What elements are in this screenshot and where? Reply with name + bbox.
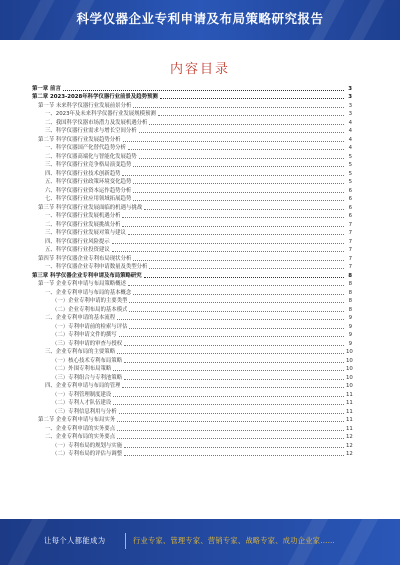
toc-entry[interactable] <box>32 348 352 357</box>
toc-entry-label: （三）专利申请的审查与授权 <box>52 340 123 347</box>
toc-entry-label: （二）外围专利布局策略 <box>52 366 112 372</box>
toc-entry-label: 四、企业专利申请与布局的管理 <box>45 383 121 389</box>
toc-entry-label: 一、企业专利申请的实务要点 <box>45 425 116 432</box>
toc-entry-label: 第二章 2023-2028年科学仪器行业前景及趋势预测 <box>32 94 158 100</box>
toc-page-number: 5 <box>348 162 352 168</box>
toc-leader-dots <box>128 234 344 235</box>
toc-entry-label: （二）专利布局的评估与调整 <box>52 451 123 457</box>
toc-page-number: 5 <box>348 179 352 185</box>
toc-entry[interactable] <box>32 450 352 459</box>
toc-entry-label: 六、科学仪器行业资本运作趋势分析 <box>45 187 132 194</box>
toc-page-number: 10 <box>346 349 353 355</box>
toc-entry[interactable] <box>32 288 352 297</box>
toc-entry[interactable] <box>32 101 352 110</box>
toc-page-number: 9 <box>348 315 352 321</box>
toc-leader-dots <box>119 413 344 414</box>
toc-entry[interactable] <box>32 135 352 144</box>
toc-leader-dots <box>133 183 344 184</box>
toc-leader-dots <box>119 336 344 337</box>
toc-page-number: 12 <box>346 451 353 457</box>
toc-page-number: 3 <box>348 102 352 109</box>
toc-page-number: 7 <box>348 255 352 262</box>
toc-page-number: 4 <box>348 119 352 126</box>
toc-entry[interactable] <box>32 382 352 391</box>
toc-entry[interactable] <box>32 144 352 153</box>
toc-entry-label: 三、科学仪器行业竞争格局演变趋势 <box>45 162 132 168</box>
toc-entry-label: 一、企业专利申请与布局的基本概念 <box>45 289 132 296</box>
toc-page-number: 8 <box>348 306 352 313</box>
toc-entry[interactable] <box>32 297 352 306</box>
toc-page-number: 3 <box>348 111 352 117</box>
toc-entry-label: 第三章 科学仪器企业专利申请及布局策略研究 <box>32 272 142 279</box>
toc-entry[interactable] <box>32 424 352 433</box>
toc-page-number: 10 <box>346 366 353 372</box>
toc-leader-dots <box>124 379 344 380</box>
toc-entry-label: 第一节 企业专利申请与布局策略概述 <box>38 281 126 287</box>
toc-entry-label: 二、科学仪器高端化与智能化发展趋势 <box>45 153 137 160</box>
toc-page-number: 5 <box>348 170 352 177</box>
toc-page-number: 3 <box>348 94 352 100</box>
toc-entry-label: 第一节 未来科学仪器行业发展前景分析 <box>38 102 132 109</box>
toc-entry[interactable] <box>32 407 352 416</box>
toc-leader-dots <box>122 217 344 218</box>
toc-page-number: 7 <box>348 221 352 228</box>
toc-entry[interactable] <box>32 433 352 442</box>
toc-page-number: 4 <box>348 136 352 143</box>
table-of-contents <box>32 84 352 458</box>
toc-entry[interactable] <box>32 322 352 331</box>
toc-page-number: 11 <box>346 391 353 398</box>
footer-slogan: 让每个人都能成为 <box>44 536 106 545</box>
toc-entry[interactable] <box>32 339 352 348</box>
toc-entry[interactable] <box>32 195 352 204</box>
toc-entry[interactable] <box>32 305 352 314</box>
toc-page-number: 3 <box>348 85 352 92</box>
toc-entry[interactable] <box>32 84 352 93</box>
toc-entry[interactable] <box>32 110 352 119</box>
toc-page-number: 9 <box>348 332 352 338</box>
toc-entry[interactable] <box>32 169 352 178</box>
toc-page-number: 5 <box>348 153 352 160</box>
toc-leader-dots <box>122 226 344 227</box>
toc-leader-dots <box>113 396 344 397</box>
toc-entry-label: 二、我国科学仪器市场潜力及发展机遇分析 <box>45 119 148 126</box>
toc-leader-dots <box>144 277 344 278</box>
toc-leader-dots <box>133 192 344 193</box>
toc-page-number: 10 <box>346 357 353 364</box>
toc-page-number: 7 <box>348 230 352 236</box>
toc-page-number: 8 <box>348 281 352 287</box>
toc-page-number: 11 <box>346 425 353 432</box>
toc-entry-label: 四、科学仪器行业风险提示 <box>45 238 110 245</box>
toc-leader-dots <box>133 166 344 167</box>
toc-leader-dots <box>122 175 344 176</box>
toc-entry-label: 二、企业专利布局的实务要点 <box>45 434 116 440</box>
toc-entry-label: 三、科学仪器行业发展对策与建议 <box>45 230 126 236</box>
toc-page-number: 12 <box>346 442 353 449</box>
toc-leader-dots <box>123 141 344 142</box>
toc-leader-dots <box>139 158 344 159</box>
report-title: 科学仪器企业专利申请及布局策略研究报告 <box>76 11 324 26</box>
toc-entry-label: 一、2023年及未来科学仪器行业发展规模预测 <box>45 111 156 117</box>
toc-entry-label: （一）企业专利申请的主要类型 <box>52 298 128 304</box>
toc-page-number: 11 <box>346 417 353 423</box>
toc-entry-label: （一）核心技术专利布局策略 <box>52 357 123 364</box>
toc-entry[interactable] <box>32 246 352 255</box>
toc-entry-label: 第三节 科学仪器行业发展面临的机遇与挑战 <box>38 204 143 211</box>
footer-tagline: 行业专家、管理专家、营销专家、战略专家、成功企业家…… <box>133 536 336 545</box>
toc-entry-label: 一、科学仪器行业发展机遇分析 <box>45 213 121 219</box>
toc-leader-dots <box>133 294 344 295</box>
toc-leader-dots <box>113 404 344 405</box>
toc-leader-dots <box>124 362 344 363</box>
decorative-stripe <box>338 519 378 565</box>
toc-leader-dots <box>129 302 344 303</box>
toc-entry[interactable] <box>32 254 352 263</box>
toc-entry-label: （一）专利申请前的检索与评估 <box>52 323 128 330</box>
toc-entry[interactable] <box>32 280 352 289</box>
toc-entry[interactable] <box>32 356 352 365</box>
header-band <box>0 0 400 40</box>
toc-page-number: 10 <box>346 374 353 381</box>
toc-page-number: 8 <box>348 298 352 304</box>
toc-entry[interactable] <box>32 212 352 221</box>
toc-entry-label: 四、科学仪器行业技术创新趋势 <box>45 170 121 177</box>
toc-entry-label: 第一章 前言 <box>32 85 61 92</box>
toc-entry-label: 一、科学仪器国产化替代趋势分析 <box>45 145 126 151</box>
toc-page-number: 6 <box>348 204 352 211</box>
toc-page-number: 9 <box>348 340 352 347</box>
toc-entry-label: 七、科学仪器行业应用领域拓展趋势 <box>45 196 132 202</box>
toc-entry[interactable] <box>32 229 352 238</box>
footer-band <box>0 519 400 565</box>
toc-entry-label: （一）专利管理制度建设 <box>52 391 112 398</box>
toc-leader-dots <box>128 149 344 150</box>
toc-heading: 内容目录 <box>169 62 230 77</box>
toc-entry[interactable] <box>32 416 352 425</box>
toc-entry-label: 第二节 科学仪器行业发展趋势分析 <box>38 136 121 143</box>
toc-leader-dots <box>124 345 344 346</box>
toc-leader-dots <box>160 98 344 99</box>
toc-entry[interactable] <box>32 441 352 450</box>
toc-leader-dots <box>129 311 344 312</box>
toc-leader-dots <box>128 285 344 286</box>
toc-leader-dots <box>122 387 344 388</box>
toc-entry-label: （二）专利人才队伍建设 <box>52 400 112 406</box>
toc-entry[interactable] <box>32 152 352 161</box>
toc-entry-label: （三）专利组合与专利池策略 <box>52 374 123 381</box>
toc-entry[interactable] <box>32 331 352 340</box>
toc-entry[interactable] <box>32 220 352 229</box>
toc-entry[interactable] <box>32 390 352 399</box>
toc-page-number: 11 <box>346 408 353 415</box>
toc-entry[interactable] <box>32 178 352 187</box>
toc-entry-label: （二）专利申请文件的撰写 <box>52 332 117 338</box>
decorative-stripe <box>8 519 48 565</box>
toc-entry[interactable] <box>32 365 352 374</box>
toc-entry-label: 第二节 企业专利申请与布局实务 <box>38 417 116 423</box>
toc-page-number: 11 <box>346 400 353 406</box>
toc-entry[interactable] <box>32 93 352 102</box>
toc-leader-dots <box>124 455 344 456</box>
toc-page-number: 4 <box>348 128 352 134</box>
toc-page-number: 6 <box>348 196 352 202</box>
toc-leader-dots <box>158 115 344 116</box>
toc-leader-dots <box>149 268 344 269</box>
toc-leader-dots <box>63 90 344 91</box>
toc-entry-label: （三）专利信息利用与分析 <box>52 408 117 415</box>
toc-entry[interactable] <box>32 263 352 272</box>
toc-entry-label: 二、企业专利申请的基本流程 <box>45 315 116 321</box>
toc-leader-dots <box>133 200 344 201</box>
toc-leader-dots <box>139 132 344 133</box>
toc-entry-label: （一）专利布局的规划与实施 <box>52 442 123 449</box>
toc-leader-dots <box>117 319 344 320</box>
toc-leader-dots <box>117 421 344 422</box>
toc-leader-dots <box>113 370 344 371</box>
toc-leader-dots <box>149 124 344 125</box>
toc-page-number: 9 <box>348 323 352 330</box>
toc-page-number: 6 <box>348 187 352 194</box>
toc-page-number: 7 <box>348 238 352 245</box>
toc-page-number: 4 <box>348 145 352 151</box>
toc-entry[interactable] <box>32 373 352 382</box>
toc-page-number: 8 <box>348 289 352 296</box>
toc-leader-dots <box>112 243 344 244</box>
toc-page-number: 10 <box>346 383 353 389</box>
toc-entry[interactable] <box>32 118 352 127</box>
toc-page-number: 8 <box>348 272 352 279</box>
toc-entry-label: 三、企业专利布局的主要策略 <box>45 349 116 355</box>
toc-entry[interactable] <box>32 237 352 246</box>
toc-leader-dots <box>133 260 344 261</box>
toc-leader-dots <box>124 447 344 448</box>
toc-page-number: 12 <box>346 434 353 440</box>
toc-page-number: 7 <box>348 247 352 253</box>
toc-page-number: 6 <box>348 213 352 219</box>
footer-divider <box>125 533 126 549</box>
toc-leader-dots <box>144 209 344 210</box>
toc-entry[interactable] <box>32 203 352 212</box>
toc-entry[interactable] <box>32 186 352 195</box>
toc-leader-dots <box>117 438 344 439</box>
toc-entry-label: 二、科学仪器行业发展挑战分析 <box>45 221 121 228</box>
toc-leader-dots <box>129 328 344 329</box>
toc-entry-label: 五、科学仪器行业投资建议 <box>45 247 110 253</box>
toc-entry-label: 五、科学仪器行业政策环境变化趋势 <box>45 179 132 185</box>
toc-leader-dots <box>133 107 344 108</box>
toc-entry[interactable] <box>32 314 352 323</box>
toc-entry[interactable] <box>32 399 352 408</box>
toc-page-number: 7 <box>348 264 352 270</box>
toc-leader-dots <box>117 353 344 354</box>
toc-entry-label: 三、科学仪器行业需求与增长空间分析 <box>45 128 137 134</box>
toc-leader-dots <box>112 251 344 252</box>
toc-entry[interactable] <box>32 271 352 280</box>
toc-entry[interactable] <box>32 127 352 136</box>
toc-entry-label: （二）企业专利布局的基本模式 <box>52 306 128 313</box>
toc-entry-label: 第四节 科学仪器企业专利布局现状分析 <box>38 255 132 262</box>
toc-entry-label: 一、科学仪器企业专利申请数量及类型分析 <box>45 264 148 270</box>
toc-leader-dots <box>117 430 344 431</box>
toc-entry[interactable] <box>32 161 352 170</box>
